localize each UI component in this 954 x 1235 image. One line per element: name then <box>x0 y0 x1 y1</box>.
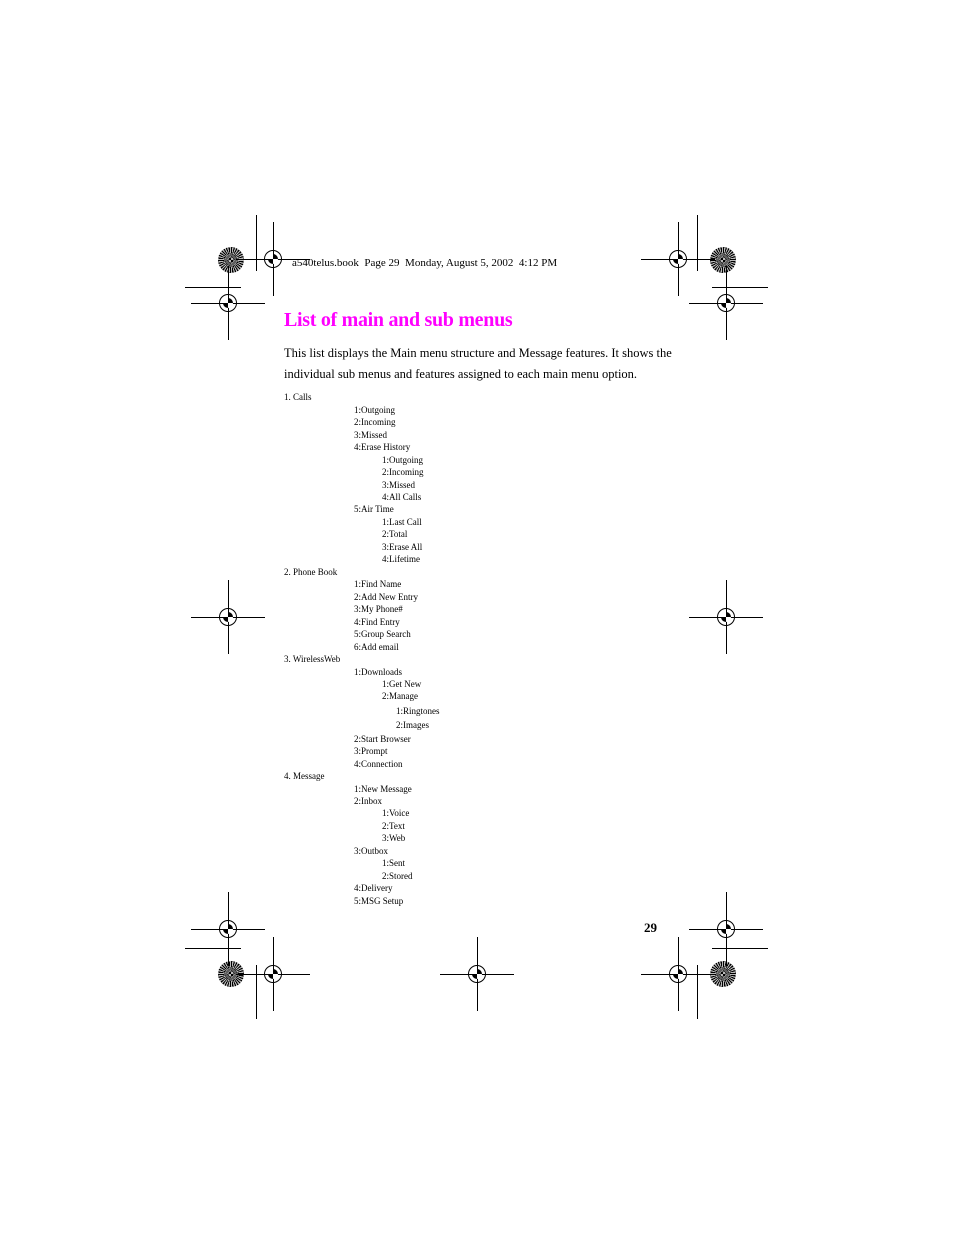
menu-item-level-3: 3:Missed <box>382 480 416 490</box>
registration-crosshair-icon <box>440 937 514 1011</box>
menu-item-level-2: 4:Erase History <box>354 442 411 452</box>
menu-item-level-2: 3:Prompt <box>354 746 388 756</box>
menu-item-level-3: 4:Lifetime <box>382 554 420 564</box>
menu-item-level-2: 4:Delivery <box>354 883 393 893</box>
menu-item-level-2: 4:Connection <box>354 759 403 769</box>
menu-item-level-3: 2:Incoming <box>382 467 424 477</box>
menu-item-level-3: 1:Get New <box>382 679 422 689</box>
menu-item-level-2: 3:Missed <box>354 430 388 440</box>
menu-item-level-2: 1:Outgoing <box>354 405 396 415</box>
menu-item-level-3: 1:Outgoing <box>382 455 424 465</box>
menu-item-level-4: 2:Images <box>396 720 429 730</box>
menu-item-level-1: 4. Message <box>284 771 325 781</box>
menu-item-level-2: 5:Group Search <box>354 629 411 639</box>
menu-item-level-4: 1:Ringtones <box>396 706 440 716</box>
registration-crosshair-icon <box>191 580 265 654</box>
menu-item-level-2: 1:Find Name <box>354 579 402 589</box>
menu-item-level-3: 3:Erase All <box>382 542 423 552</box>
intro-paragraph: This list displays the Main menu structure and Message features. It shows the individual sub menus and features assigned to each main menu option. <box>284 346 672 381</box>
menu-item-level-2: 2:Incoming <box>354 417 396 427</box>
file-info-header: a540telus.book Page 29 Monday, August 5, 2002 4:12 PM <box>292 257 558 269</box>
menu-item-level-3: 2:Text <box>382 821 405 831</box>
page-title: List of main and sub menus <box>284 309 513 331</box>
menu-item-level-2: 3:Outbox <box>354 846 389 856</box>
menu-item-level-1: 2. Phone Book <box>284 567 338 577</box>
menu-item-level-3: 2:Total <box>382 529 408 539</box>
menu-item-level-2: 2:Add New Entry <box>354 592 418 602</box>
page-number: 29 <box>644 920 657 935</box>
menu-item-level-2: 5:Air Time <box>354 504 394 514</box>
menu-item-level-2: 2:Inbox <box>354 796 382 806</box>
menu-item-level-3: 4:All Calls <box>382 492 422 502</box>
menu-item-level-1: 3. WirelessWeb <box>284 654 341 664</box>
menu-item-level-2: 5:MSG Setup <box>354 896 404 906</box>
menu-item-level-3: 2:Stored <box>382 871 413 881</box>
registration-crosshair-icon <box>641 937 715 1011</box>
menu-item-level-3: 2:Manage <box>382 691 418 701</box>
menu-item-level-2: 3:My Phone# <box>354 604 403 614</box>
menu-item-level-2: 2:Start Browser <box>354 734 411 744</box>
menu-item-level-1: 1. Calls <box>284 392 312 402</box>
registration-crosshair-icon <box>689 266 763 340</box>
registration-crosshair-icon <box>236 937 310 1011</box>
menu-item-level-3: 1:Last Call <box>382 517 422 527</box>
menu-item-level-2: 1:New Message <box>354 784 412 794</box>
menu-item-level-2: 1:Downloads <box>354 667 402 677</box>
menu-item-level-3: 1:Voice <box>382 808 410 818</box>
registration-crosshair-icon <box>191 266 265 340</box>
menu-item-level-2: 6:Add email <box>354 642 399 652</box>
registration-crosshair-icon <box>689 580 763 654</box>
menu-item-level-2: 4:Find Entry <box>354 617 400 627</box>
menu-item-level-3: 3:Web <box>382 833 406 843</box>
menu-item-level-3: 1:Sent <box>382 858 406 868</box>
